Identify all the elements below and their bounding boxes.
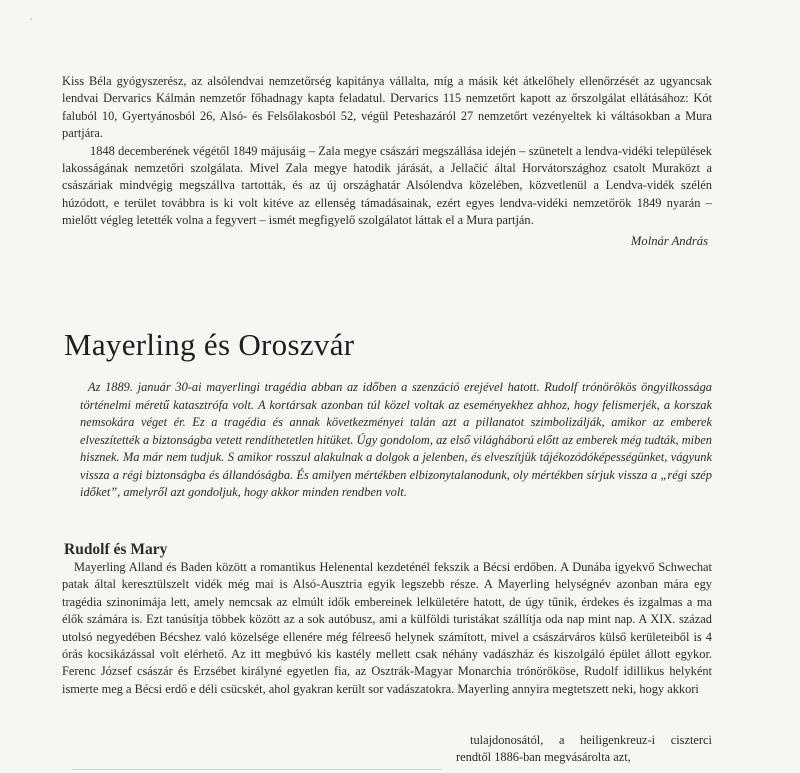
body-paragraph-continued: tulajdonosától, a heiligenkreuz-i ciszterci rendtől 1886-ban megvásárolta azt, [456,733,712,765]
article-lead: Az 1889. január 30-ai mayerlingi tragédia abban az időben a szenzáció erejével hatott. Rudolf trónörökös öngyilkossága történelmi méretű katasztrófa volt. A kortársak azonban túl közel voltak az eseményekhez ahhoz, hogy felismerjék, a korszak nemsokára véget ér. Ez a tragédia és annak következményei talán azt a pillanatot szimbolizálják, amikor az emberek elveszítették a biztonságba vetett rendíthetetlen hitüket. Úgy gondolom, az első világháború előtt az emberek még tudták, miben hisznek. Ma már nem tudjuk. S amikor rosszul alakulnak a dolgok a jelenben, és elveszítjük tájékozódóképességünket, vágyunk vissza a régi biztonságba és állandóságba. És amilyen mértékben elbizonytalanodunk, oly mértékben sírjuk vissza a „régi szép időket”, amelyről azt gondoljuk, hogy akkor minden rendben volt. [80,380,712,499]
paragraph: Kiss Béla gyógyszerész, az alsólendvai nemzetőrség kapitánya vállalta, míg a másik két átkelőhely ellenőrzését az ugyancsak lendvai Dervarics Kálmán nemzetőr főhadnagy kapta feladatul. Dervarics 115 nemzetőrt kapott az őrszolgálat ellátásához: Kót faluból 10, Gyertyánosból 26, Alsó- és Felsőlakosból 52, végül Peteshazáról 27 nemzetőrt vezényeltek ki váltásokban a Mura partjára. [62,74,712,141]
body-paragraph: Mayerling Alland és Baden között a romantikus Helenental kezdeténél fekszik a Bécsi erdőben. A Dunába igyekvő Schwechat patak által keresztülszelt vidék még mai is Alsó-Ausztria egyik legszebb része. A Mayerling helységnév azonban mára egy tragédia szinonimája lett, amely nemcsak az elmúlt idők embereinek lelkületére hatott, de úgy tűnik, érdekes és izgalmas a ma élők számára is. Ezt tanúsítja többek között az a sok autóbusz, ami a külföldi turistákat szállítja oda nap mint nap. A XIX. század utolsó negyedében Bécshez való közelsége ellenére még félreeső helynek számított, mivel a császárváros külső kerületeiből is 4 órás kocsikázással volt elérhető. Az itt megbúvó kis kastély mellett csak néhány vadászház és kiszolgáló épület állott egykor. Ferenc József császár és Erzsébet királyné egyetlen fia, az Osztrák-Magyar Monarchia trónörököse, Rudolf idillikus helyként ismerte meg a Bécsi erdő e déli csücskét, ahol gyakran került sor vadászatokra. Mayerling annyira megtetszett neki, hogy akkori [62,560,712,696]
author-signature: Molnár András [630,233,708,248]
scan-speck [30,18,32,20]
previous-article-section [62,73,712,249]
article-title: Mayerling és Oroszvár [64,327,355,362]
figure-edge [72,769,442,770]
paragraph: 1848 decemberének végétől 1849 májusáig – Zala megye császári megszállása idején – szünetelt a lendva-vidéki települések lakosságának nemzetőri szolgálata. Mivel Zala megye hatodik járását, a Jellačić által Horvátországhoz csatolt Muraközt a császáriak mindvégig megszállva tartották, és az új országhatár Alsólendva közelében, közvetlenül a Lendva-vidék szélén húzódott, e terület továbbra is ki volt kitéve az ellenség támadásainak, ezért egyes lendva-vidéki nemzetőrök 1849 nyarán – mielőtt végleg letették volna a fegyvert – ismét megfigyelő szolgálatot láttak el a Mura partján. [62,143,712,228]
section-heading: Rudolf és Mary [64,541,168,558]
